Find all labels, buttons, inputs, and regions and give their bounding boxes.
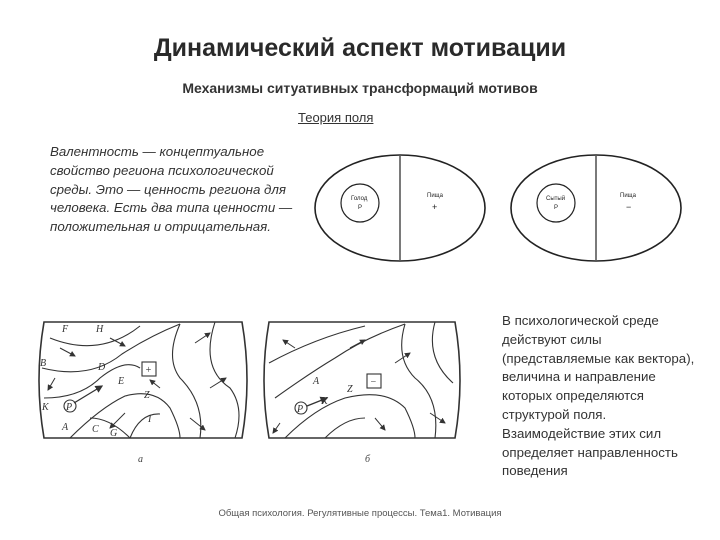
map-b-goal-sign: − — [370, 377, 377, 388]
map-a-letter-c: C — [92, 424, 99, 435]
map-a-letter-d: D — [98, 362, 106, 373]
ellipse-1-right-label: Пища — [427, 193, 443, 199]
map-a-letter-a: A — [62, 422, 69, 433]
ellipse-2-left-sub: P — [554, 205, 559, 211]
map-a-letter-z: Z — [144, 390, 150, 401]
map-a-letter-f: F — [62, 324, 69, 335]
section-heading: Теория поля — [298, 110, 374, 125]
valence-text: Валентность — концептуальное свойство региона психологической среды. Это — ценность региона для человека. Есть два типа ценности — положительная и отрицательная. — [50, 144, 293, 235]
ellipse-1-left-label: Голод — [351, 196, 368, 202]
map-b-letter-k: K — [321, 396, 328, 407]
ellipse-hungry — [315, 155, 485, 261]
field-map-b — [255, 318, 470, 468]
footer: Общая психология. Регулятивные процессы. Тема1. Мотивация — [218, 508, 502, 519]
map-a-person: P — [66, 402, 73, 413]
map-b-person: P — [297, 404, 304, 415]
map-a-letter-h: H — [96, 324, 104, 335]
field-map-a — [30, 318, 255, 468]
forces-text: В психологической среде действуют силы (представляемые как вектора), величина и направление которых определяются структурой поля. Взаимодействие этих сил определяет направленность поведения — [502, 313, 695, 479]
map-b-caption: б — [365, 454, 371, 465]
slide-subtitle: Механизмы ситуативных трансформаций мотивов — [182, 80, 538, 96]
map-a-letter-k: K — [42, 402, 49, 413]
ellipse-sated — [511, 155, 681, 261]
ellipse-1-right-sign: + — [432, 202, 438, 212]
ellipse-2-right-sign: − — [626, 202, 632, 212]
ellipse-2-left-label: Сытый — [546, 196, 566, 202]
map-a-letter-g: G — [110, 428, 118, 439]
ellipse-2-right-label: Пища — [620, 193, 636, 199]
map-a-caption: a — [138, 454, 143, 465]
ellipse-1-left-sub: P — [358, 205, 363, 211]
map-a-letter-e: E — [118, 376, 125, 387]
map-b-letter-z: Z — [347, 384, 353, 395]
slide-title: Динамический аспект мотивации — [153, 34, 567, 62]
map-a-letter-i: I — [148, 414, 152, 425]
map-a-goal-sign: + — [145, 365, 152, 376]
map-b-letter-a: A — [313, 376, 320, 387]
valence-ellipses-diagram — [300, 148, 700, 268]
map-a-letter-b: B — [40, 358, 47, 369]
